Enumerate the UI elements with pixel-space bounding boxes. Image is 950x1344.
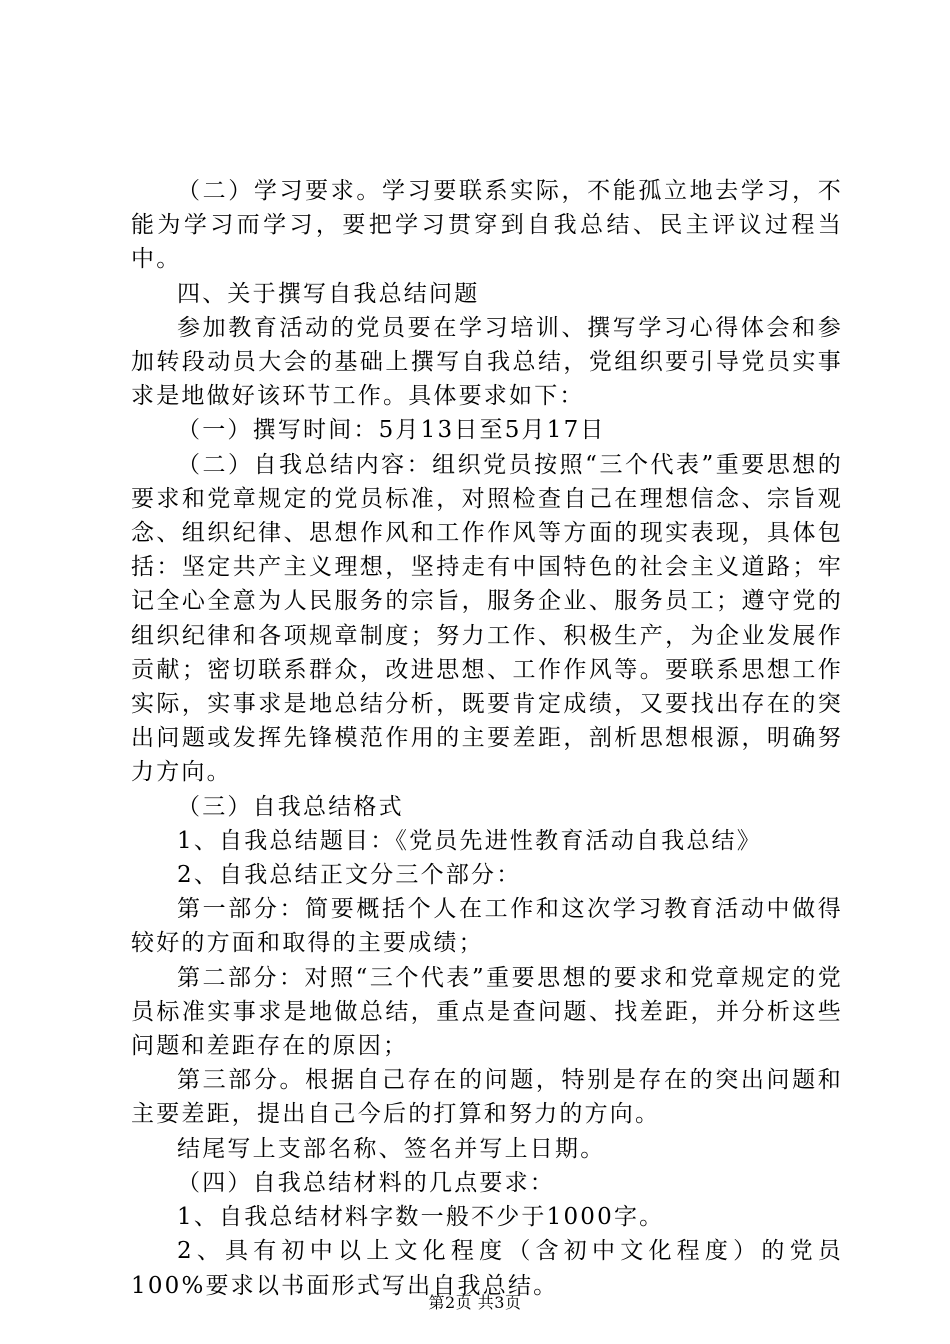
paragraph-11: 第三部分。根据自己存在的问题，特别是存在的突出问题和主要差距，提出自己今后的打算和努力的方向。 — [131, 1067, 843, 1128]
paragraph-6: （三）自我总结格式 — [177, 793, 404, 820]
paragraph-13: （四）自我总结材料的几点要求： — [177, 1169, 555, 1196]
paragraph-4: （一）撰写时间：5月13日至5月17日 — [177, 417, 606, 444]
page-number: 第2页 共3页 — [428, 1293, 522, 1312]
paragraph-1: （二）学习要求。学习要联系实际，不能孤立地去学习，不能为学习而学习，要把学习贯穿到自我总结、民主评议过程当中。 — [131, 178, 843, 273]
paragraph-8: 2、自我总结正文分三个部分： — [177, 862, 522, 889]
paragraph-10: 第二部分：对照“三个代表”重要思想的要求和党章规定的党员标准实事求是地做总结，重点是查问题、找差距，并分析这些问题和差距存在的原因； — [131, 964, 843, 1060]
paragraph-14: 1、自我总结材料字数一般不少于1000字。 — [177, 1204, 665, 1231]
paragraph-3: 参加教育活动的党员要在学习培训、撰写学习心得体会和参加转段动员大会的基础上撰写自我总结，党组织要引导党员实事求是地做好该环节工作。具体要求如下： — [131, 314, 843, 410]
paragraph-15: 2、具有初中以上文化程度（含初中文化程度）的党员100%要求以书面形式写出自我总结。 — [131, 1238, 843, 1299]
paragraph-9: 第一部分：简要概括个人在工作和这次学习教育活动中做得较好的方面和取得的主要成绩； — [131, 896, 843, 957]
paragraph-12: 结尾写上支部名称、签名并写上日期。 — [177, 1135, 606, 1162]
paragraph-7: 1、自我总结题目：《党员先进性教育活动自我总结》 — [177, 827, 762, 854]
paragraph-5: （二）自我总结内容：组织党员按照“三个代表”重要思想的要求和党章规定的党员标准，对照检查自己在理想信念、宗旨观念、组织纪律、思想作风和工作作风等方面的现实表现，具体包括：坚定共产主义理想，坚持走有中国特色的社会主义道路；牢记全心全意为人民服务的宗旨，服务企业、服务员工；遵守党的组织纪律和各项规章制度；努力工作、积极生产，为企业发展作贡献；密切联系群众，改进思想、工作作风等。要联系思想工作实际，实事求是地总结分析，既要肯定成绩，又要找出存在的突出问题或发挥先锋模范作用的主要差距，剖析思想根源，明确努力方向。 — [131, 451, 843, 786]
document-body — [131, 174, 843, 1303]
paragraph-2: 四、关于撰写自我总结问题 — [177, 280, 480, 307]
